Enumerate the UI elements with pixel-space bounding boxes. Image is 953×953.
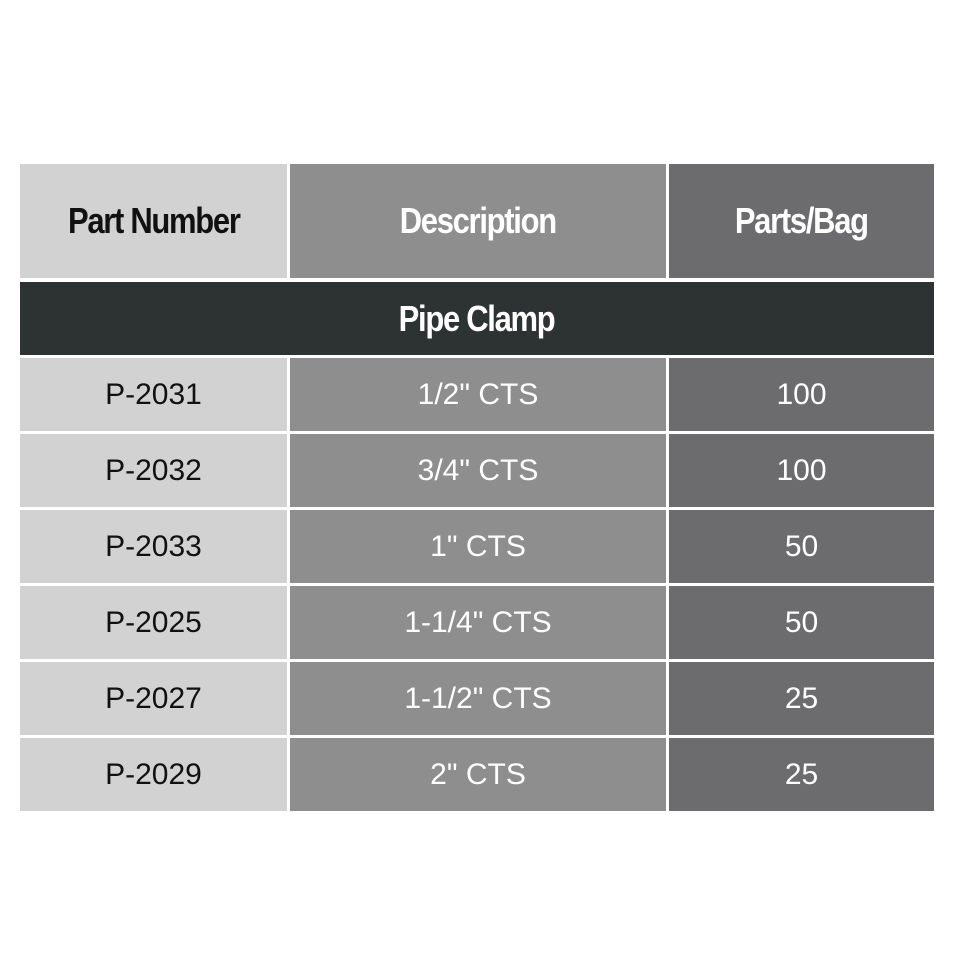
table-row	[20, 434, 934, 507]
cell-parts-per-bag: 50	[669, 586, 934, 659]
table-header-row	[20, 164, 934, 278]
cell-parts-per-bag: 25	[669, 662, 934, 735]
cell-parts-per-bag: 100	[669, 434, 934, 507]
cell-part-number: P-2031	[20, 358, 287, 431]
cell-description: 1-1/4" CTS	[290, 586, 666, 659]
table-row	[20, 738, 934, 811]
cell-parts-per-bag: 25	[669, 738, 934, 811]
header-part-number	[20, 164, 287, 278]
cell-parts-per-bag: 50	[669, 510, 934, 583]
cell-description: 1-1/2" CTS	[290, 662, 666, 735]
header-part-number-label: Part Number	[67, 200, 240, 241]
cell-part-number: P-2025	[20, 586, 287, 659]
cell-description: 2" CTS	[290, 738, 666, 811]
table-row	[20, 510, 934, 583]
cell-description: 3/4" CTS	[290, 434, 666, 507]
cell-part-number: P-2033	[20, 510, 287, 583]
cell-description: 1" CTS	[290, 510, 666, 583]
table-row	[20, 662, 934, 735]
cell-part-number: P-2029	[20, 738, 287, 811]
pipe-clamp-table	[20, 164, 934, 811]
cell-part-number: P-2032	[20, 434, 287, 507]
cell-parts-per-bag: 100	[669, 358, 934, 431]
header-description-label: Description	[399, 200, 557, 241]
header-description	[290, 164, 666, 278]
header-parts-per-bag	[669, 164, 934, 278]
cell-part-number: P-2027	[20, 662, 287, 735]
table-row	[20, 358, 934, 431]
table-row	[20, 586, 934, 659]
cell-description: 1/2" CTS	[290, 358, 666, 431]
section-band	[20, 282, 934, 355]
section-title: Pipe Clamp	[399, 297, 555, 339]
header-parts-per-bag-label: Parts/Bag	[735, 200, 868, 241]
